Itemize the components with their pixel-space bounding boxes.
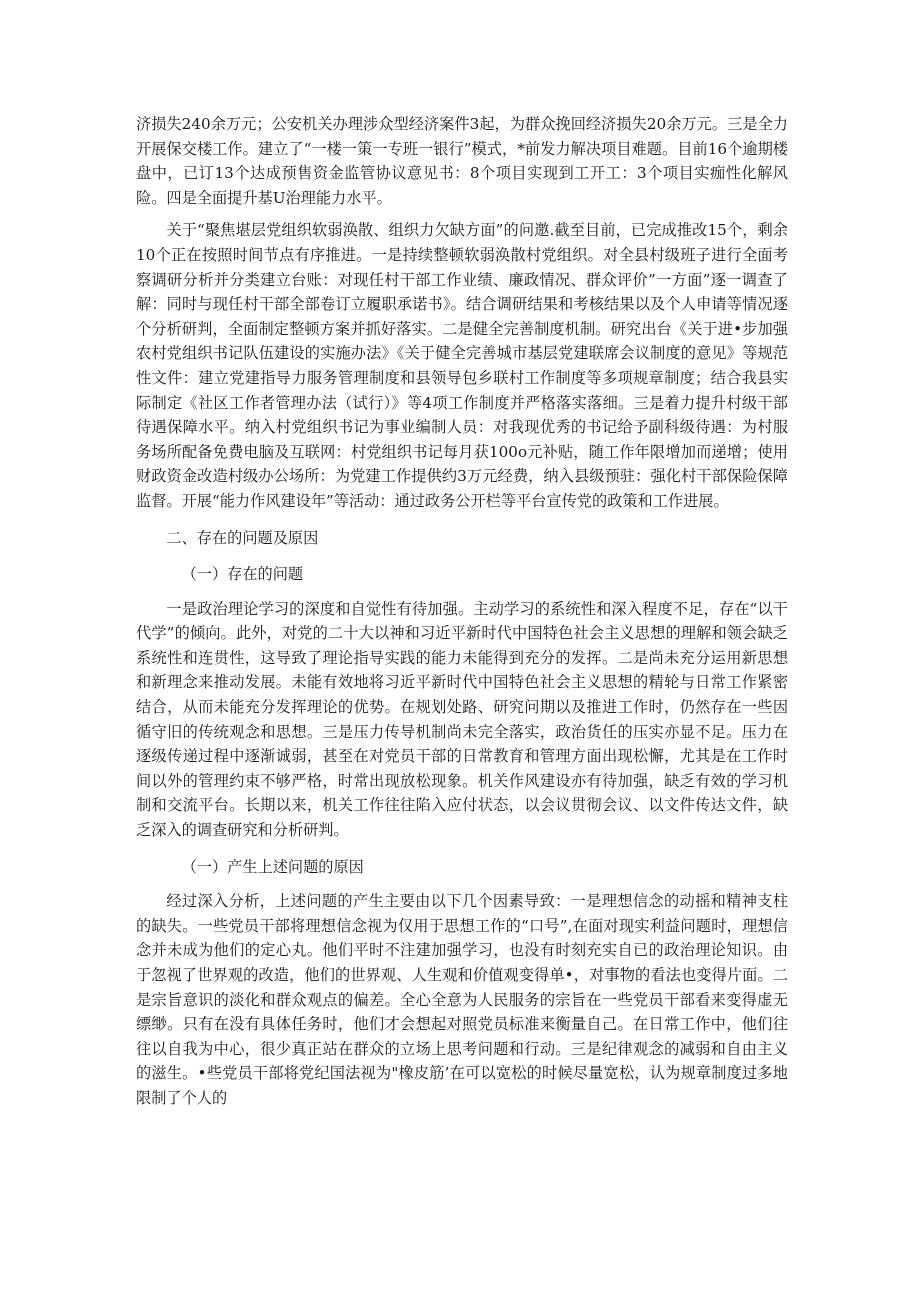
subsection-heading-existing-problems: （一）存在的问题	[181, 565, 304, 584]
paragraph-causes: 经过深入分析，上述问题的产生主要由以下几个因素导致：一是理想信念的动摇和精神支柱的缺失。一些党员干部将理想信念视为仅用于思想工作的“口号”,在面对现实利益问题时，理想信念并未成为他们的定心丸。他们平时不注建加强学习，也没有时刻充实自已的政治理论知识。由于忽视了世界观的改造，他们的世界观、人生观和价值观变得单•，对事物的看法也变得片面。二是宗旨意识的淡化和群众观点的偏差。全心全意为人民服务的宗旨在一些党员干部看来变得虚无缥缈。只有在没有具体任务时，他们才会想起对照党员标准来衡量自己。在日常工作中，他们往往以自我为中心，很少真正站在群众的立场上思考问题和行动。三是纪律观念的减弱和自由主义的滋生。•些党员干部将党纪国法视为"橡皮筋’在可以宽松的时候尽量宽松，认为规章制度过多地限制了个人的	[136, 892, 788, 1107]
subsection-heading-causes: （一）产生上述问题的原因	[181, 857, 364, 876]
paragraph-existing-problems: 一是政治理论学习的深度和自觉性有待加强。主动学习的系统性和深入程度不足，存在“以干代学”的倾向。此外，对党的二十大以神和习近平新时代中国特色社会主义思想的理解和领会缺乏系统性和连贯性，这导致了理论指导实践的能力未能得到充分的发挥。二是尚未充分运用新思想和新理念来推动发展。未能有效地将习近平新时代中国特色社会主义思想的精轮与日常工作紧密结合，从而未能充分发挥理论的优势。在规划处路、研究问期以及推进工作时，仍然存在一些因循守旧的传统观念和思想。三是压力传导机制尚未完全落实，政治货任的压实亦显不足。压力在逐级传递过程中逐渐诚弱，甚至在对党员干部的日常教育和管理方面出现松懈，尤其是在工作时间以外的管理约束不够严格，时常出现放松现象。机关作风建设亦有待加强，缺乏有效的学习机制和交流平台。长期以来，机关工作往往陷入应付状态，以会议贯彻会议、以文件传达文件，缺乏深入的调查研究和分析研判。	[136, 599, 788, 840]
paragraph-grassroots-party: 关于“聚焦堪层党组织软弱涣散、组织力欠缺方面”的问邀.截至目前，已完成推改15个，剩余10个正在按照时间节点有序推进。一是持续整顿软弱涣散村党组织。对全县村级班子进行全面考察调研分析并分类建立台账：对现任村干部工作业绩、廉政情况、群众评价”一方面”逐一调查了解：同时与现任村干部全部卷订立履职承诺书》。结合调研结果和考核结果以及个人申请等情况逐个分析研判，全面制定整顿方案并抓好落实。二是健全完善制度机制。研究出台《关于进•步加强农村党组织书记队伍建设的实施办法》《关于健全完善城市基层党建联席会议制度的意见》等规范性文件：建立党建指导力服务管理制度和县领导包乡联村工作制度等多项规章制度；结合我县实际制定《社区工作者管理办法（试行）》等4项工作制度并严格落实落细。三是着力提升村级干部待遇保障水平。纳入村党组织书记为事业编制人员：对我现优秀的书记给予副科级待遇：为村服务场所配备免费电脑及互联网：村党组织书记每月获100o元补贴，随工作年限增加而递增；使用财政资金改造村级办公场所：为党建工作提供约3万元经费，纳入县级预驻：强化村干部保险保障监督。开展“能力作风建设年”等活动：通过政务公开栏等平台宣传党的政策和工作进展。	[136, 221, 788, 510]
paragraph-continued: 济损失240余万元；公安机关办理涉众型经济案件3起，为群众挽回经济损失20余万元。三是全力开展保交楼工作。建立了“一楼一策一专班一银行”模式，*前发力解决项目难题。目前16个逾期楼盘中，已订13个达成预售资金监管协议意见书：8个项目实现到工开工：3个项目实痂性化解风险。四是全面提升基U治理能力水平。	[136, 115, 788, 207]
section-heading-problems-and-causes: 二、存在的问题及原因	[166, 528, 319, 547]
document-page	[136, 112, 788, 1111]
